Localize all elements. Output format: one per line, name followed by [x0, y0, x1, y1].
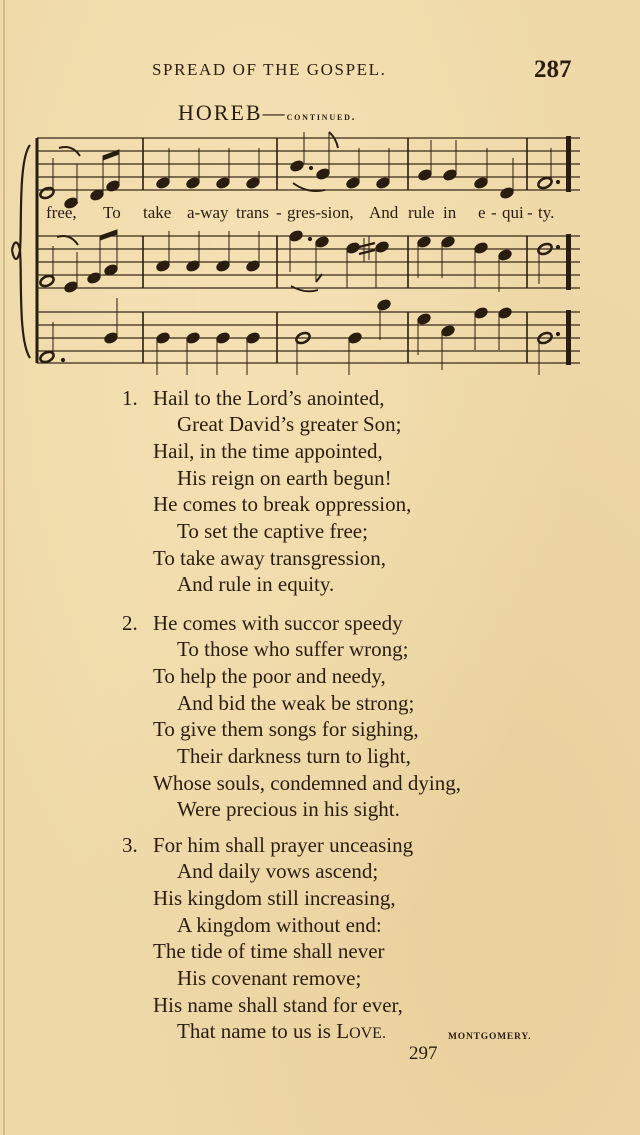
lyric-syllable: e [478, 203, 486, 222]
verse-line: And bid the weak be strong; [177, 691, 415, 715]
verse-line: For him shall prayer unceasing [153, 833, 414, 857]
lyric-syllable: And [369, 203, 399, 222]
verse-line: And daily vows ascend; [177, 859, 379, 883]
verse-line: Great David’s greater Son; [177, 412, 402, 436]
verse-line: He comes with succor speedy [153, 611, 403, 635]
verse-line: His covenant remove; [177, 966, 362, 990]
verse-line: To set the captive free; [177, 519, 368, 543]
verse-line: A kingdom without end: [177, 913, 382, 937]
verse-line: To those who suffer wrong; [177, 637, 409, 661]
verse-line-text: That name to us is [177, 1019, 337, 1043]
tune-name: HOREB [178, 100, 263, 125]
verse-line: To take away transgression, [153, 546, 386, 570]
lyric-syllable: free, [46, 203, 77, 222]
lyric-syllable: in [443, 203, 457, 222]
system-brace-icon [12, 145, 30, 358]
verse-line: His name shall stand for ever, [153, 993, 403, 1017]
verse-line-final [177, 1019, 386, 1044]
lyric-syllable: take [143, 203, 172, 222]
verse-line: Were precious in his sight. [177, 797, 400, 821]
lyric-syllable: - [527, 203, 533, 222]
lyric-syllable: trans [236, 203, 270, 222]
verse-line: Their darkness turn to light, [177, 744, 411, 768]
lyric-syllable: - [491, 203, 497, 222]
lyric-syllable: - [276, 203, 282, 222]
verse-line: To help the poor and needy, [153, 664, 386, 688]
running-head: SPREAD OF THE GOSPEL. [152, 60, 387, 79]
tune-dash: — [262, 100, 287, 125]
verse-number: 3. [122, 833, 138, 857]
verse-line: Hail, in the time appointed, [153, 439, 383, 463]
lyric-syllable: ty. [538, 203, 555, 222]
verse-line: His kingdom still increasing, [153, 886, 396, 910]
verse-number: 2. [122, 611, 138, 635]
verse-line: To give them songs for sighing, [153, 717, 419, 741]
lyric-syllable: gres-sion, [287, 203, 354, 222]
verse-line: His reign on earth begun! [177, 466, 392, 490]
verse-line: Whose souls, condemned and dying, [153, 771, 461, 795]
lyric-syllable: To [103, 203, 121, 222]
verse-line: The tide of time shall never [153, 939, 385, 963]
page-number: 287 [534, 56, 572, 83]
verse-line: He comes to break oppression, [153, 492, 412, 516]
music-lyrics [0, 203, 640, 227]
verse-line: Hail to the Lord’s anointed, [153, 386, 385, 410]
lyric-syllable: rule [408, 203, 435, 222]
verse-number: 1. [122, 386, 138, 410]
love-small-caps: OVE. [349, 1025, 386, 1042]
lyric-syllable: qui [502, 203, 524, 222]
love-capital: L [336, 1019, 350, 1043]
tune-continued: continued. [286, 111, 357, 123]
hymn-number: 297 [409, 1043, 438, 1064]
music-score [0, 0, 640, 400]
lyric-syllable: a-way [187, 203, 229, 222]
verse-line: And rule in equity. [177, 572, 335, 596]
hymn-author: MONTGOMERY. [448, 1032, 532, 1042]
